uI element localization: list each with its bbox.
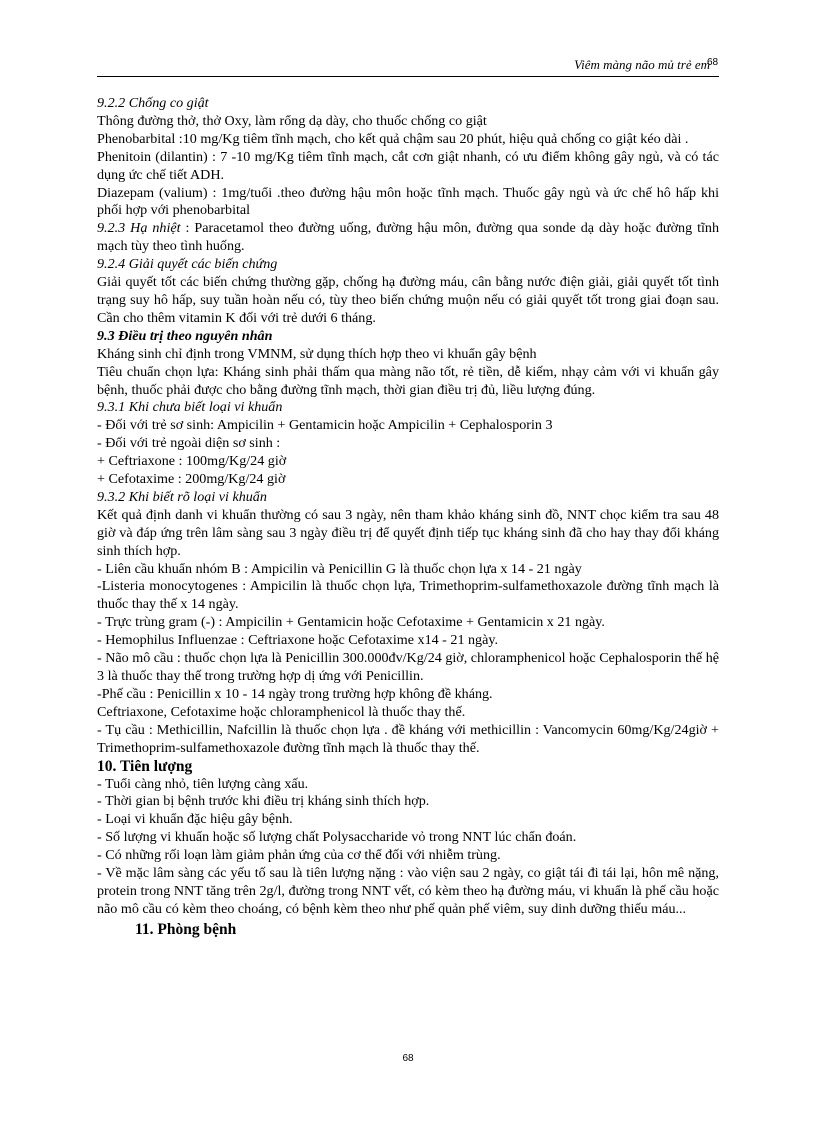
paragraph: Kết quả định danh vi khuẩn thường có sau 3 ngày, nên tham khảo kháng sinh đồ, NNT chọc kiểm tra sau 48 giờ và đáp ứng trên lâm sàng sau 3 ngày điều trị để quyết định tiếp tục kháng sinh đã cho hay thay đổi kháng sinh thích hợp. — [97, 506, 719, 559]
subsection-label: 9.2.3 Hạ nhiệt — [97, 220, 181, 237]
paragraph: Phenobarbital :10 mg/Kg tiêm tĩnh mạch, cho kết quả chậm sau 20 phút, hiệu quả chống co giật kéo dài . — [97, 130, 689, 147]
subsection-heading: 9.2.2 Chống co giật — [97, 95, 209, 111]
list-item: - Số lượng vi khuẩn hoặc số lượng chất Polysaccharide vỏ trong NNT lúc chẩn đoán. — [97, 829, 577, 846]
list-item: - Trực trùng gram (-) : Ampicilin + Gentamicin hoặc Cefotaxime + Gentamicin x 21 ngày. — [97, 614, 605, 631]
list-item: - Liên cầu khuẩn nhóm B : Ampicilin và Penicillin G là thuốc chọn lựa x 14 - 21 ngày — [97, 560, 582, 577]
document-body — [97, 95, 719, 939]
list-item: - Thời gian bị bệnh trước khi điều trị kháng sinh thích hợp. — [97, 793, 430, 810]
paragraph: Kháng sinh chỉ định trong VMNM, sử dụng thích hợp theo vi khuẩn gây bệnh — [97, 345, 537, 362]
paragraph: Giải quyết tốt các biến chứng thường gặp, chống hạ đường máu, cân bằng nước điện giải, giải quyết tốt tình trạng suy hô hấp, suy tuần hoàn nếu có, tùy theo biến chứng muộn nếu có giải quyết tốt trong giai đoạn sau. Cần cho thêm vitamin K đối với trẻ dưới 6 tháng. — [97, 274, 719, 326]
paragraph: Ceftriaxone, Cefotaxime hoặc chloramphenicol là thuốc thay thế. — [97, 703, 466, 720]
paragraph: Phenitoin (dilantin) : 7 -10 mg/Kg tiêm tĩnh mạch, cắt cơn giật nhanh, có ưu điểm không gây ngủ, và có tác dụng ức chế tiết ADH. — [97, 148, 719, 183]
list-item: - Có những rối loạn làm giảm phản ứng của cơ thể đối với nhiễm trùng. — [97, 847, 501, 864]
list-item: - Não mô cầu : thuốc chọn lựa là Penicillin 300.000đv/Kg/24 giờ, chloramphenicol hoặc Cephalosporin thế hệ 3 là thuốc thay thế trong trường hợp dị ứng với Penicillin. — [97, 650, 719, 684]
footer-page-number: 68 — [402, 1053, 414, 1064]
subsection-heading: 9.3.2 Khi biết rõ loại vi khuẩn — [97, 488, 267, 505]
section-heading: 10. Tiên lượng — [97, 757, 193, 775]
list-item: + Ceftriaxone : 100mg/Kg/24 giờ — [97, 453, 287, 470]
list-item: - Đối với trẻ sơ sinh: Ampicilin + Gentamicin hoặc Ampicilin + Cephalosporin 3 — [97, 417, 553, 434]
list-item: - Đối với trẻ ngoài diện sơ sinh : — [97, 435, 281, 452]
section-heading: 11. Phòng bệnh — [135, 920, 237, 938]
paragraph — [97, 220, 719, 256]
list-item: + Cefotaxime : 200mg/Kg/24 giờ — [97, 471, 286, 488]
list-item: - Về mặc lâm sàng các yếu tố sau là tiên lượng nặng : vào viện sau 2 ngày, co giật tái đi tái lại, hôn mê nặng, protein trong NNT tăng trên 2g/l, đường trong NNT vết, có kèm theo hạ đường máu, vi khuẩn là phế cầu hoặc não mô cầu có kèm theo choáng, có bệnh kèm theo như phế quản phế viêm, suy dinh dưỡng thiếu máu... — [97, 865, 719, 917]
header-page-number: 68 — [707, 57, 719, 68]
section-heading: 9.3 Điều trị theo nguyên nhân — [97, 327, 273, 344]
paragraph: Thông đường thở, thở Oxy, làm rổng dạ dày, cho thuốc chống co giật — [97, 112, 487, 129]
list-item: - Hemophilus Influenzae : Ceftriaxone hoặc Cefotaxime x14 - 21 ngày. — [97, 632, 499, 649]
subsection-heading: 9.3.1 Khi chưa biết loại vi khuẩn — [97, 399, 283, 416]
list-item: -Phế cầu : Penicillin x 10 - 14 ngày trong trường hợp không đề kháng. — [97, 685, 493, 702]
list-item: - Loại vi khuẩn đặc hiệu gây bệnh. — [97, 811, 293, 828]
header-rule — [97, 76, 719, 77]
list-item: - Tuổi càng nhỏ, tiên lượng càng xấu. — [97, 775, 309, 792]
running-header-title: Viêm màng não mủ trẻ em — [574, 57, 710, 72]
paragraph: Diazepam (valium) : 1mg/tuổi .theo đường hậu môn hoặc tĩnh mạch. Thuốc gây ngủ và ức chế hô hấp khi phối hợp với phenobarbital — [97, 184, 719, 219]
list-item: -Listeria monocytogenes : Ampicilin là thuốc chọn lựa, Trimethoprim-sulfamethoxazole đường tĩnh mạch là thuốc thay thế x 14 ngày. — [97, 578, 719, 613]
list-item: - Tụ cầu : Methicillin, Nafcillin là thuốc chọn lựa . đề kháng với methicillin : Vancomycin 60mg/Kg/24giờ + Trimethoprim-sulfamethoxazole đường tĩnh mạch là thuốc thay thế. — [97, 721, 719, 756]
paragraph-text: : Paracetamol theo đường uống, đường hậu môn, đường qua sonde dạ dày hoặc đường tĩnh mạch tùy theo tình huống. — [97, 220, 720, 255]
subsection-heading: 9.2.4 Giải quyết các biến chứng — [97, 256, 278, 273]
paragraph: Tiêu chuẩn chọn lựa: Kháng sinh phải thấm qua màng não tốt, rẻ tiền, dễ kiếm, nhạy cảm với vi khuẩn gây bệnh, thuốc phải được cho bằng đường tĩnh mạch, thời gian điều trị đủ, liều lượng đúng. — [97, 363, 719, 398]
